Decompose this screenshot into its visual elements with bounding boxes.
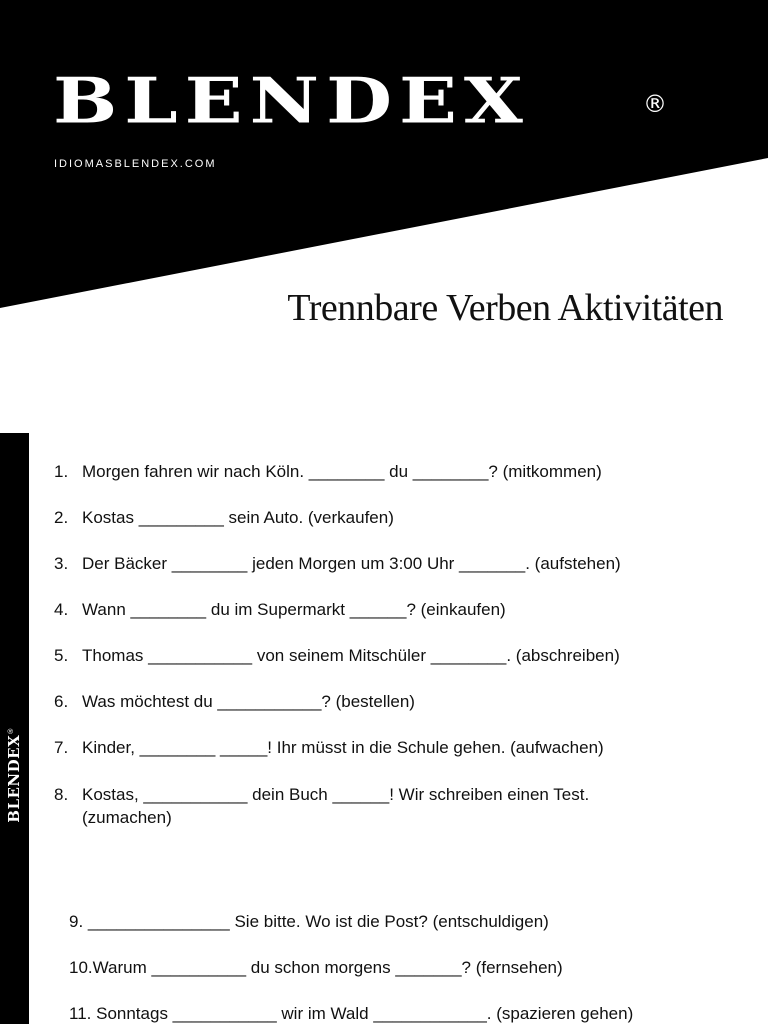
exercise-text-line2: (zumachen) [82, 808, 172, 827]
registered-mark: ® [643, 90, 667, 118]
page-title: Trennbare Verben Aktivitäten [287, 287, 723, 329]
brand-logo: BLENDEX [53, 64, 530, 138]
exercise-number: 1. [54, 462, 69, 481]
exercise-number: 8. [54, 785, 69, 804]
exercise-number: 6. [54, 692, 69, 711]
exercise-text: Der Bäcker ________ jeden Morgen um 3:00 Uhr _______. (aufstehen) [82, 554, 621, 573]
exercise-text: Thomas ___________ von seinem Mitschüler ________. (abschreiben) [82, 646, 620, 665]
side-logo-text: BLENDEX [5, 734, 23, 823]
side-registered-mark: ® [7, 727, 15, 735]
exercise-item-10 [69, 956, 563, 979]
exercise-number: 10. [69, 958, 93, 977]
exercise-text: Kostas, ___________ dein Buch ______! Wir schreiben einen Test. [82, 785, 590, 804]
exercise-text: Warum __________ du schon morgens _______? (fernsehen) [92, 958, 563, 977]
exercise-number: 3. [54, 554, 69, 573]
exercise-number: 5. [54, 646, 69, 665]
side-brand-logo [5, 727, 23, 822]
exercise-text: Kostas _________ sein Auto. (verkaufen) [82, 508, 394, 527]
exercise-text: Morgen fahren wir nach Köln. ________ du ________? (mitkommen) [82, 462, 602, 481]
website-url[interactable]: IDIOMASBLENDEX.COM [54, 158, 217, 170]
exercise-text: Was möchtest du ___________? (bestellen) [82, 692, 415, 711]
header-black-shape [0, 0, 768, 308]
exercise-text: Kinder, ________ _____! Ihr müsst in die Schule gehen. (aufwachen) [82, 738, 604, 757]
exercise-text: _______________ Sie bitte. Wo ist die Post? (entschuldigen) [87, 912, 549, 931]
exercise-number: 11. [69, 1004, 92, 1023]
exercise-item-11 [69, 1002, 633, 1025]
exercise-number: 4. [54, 600, 69, 619]
exercise-text: Wann ________ du im Supermarkt ______? (einkaufen) [82, 600, 506, 619]
exercise-text: Sonntags ___________ wir im Wald ____________. (spazieren gehen) [96, 1004, 634, 1023]
exercise-number: 7. [54, 738, 69, 757]
exercise-number: 9. [69, 912, 84, 931]
exercise-number: 2. [54, 508, 69, 527]
exercise-item-9 [69, 910, 549, 933]
